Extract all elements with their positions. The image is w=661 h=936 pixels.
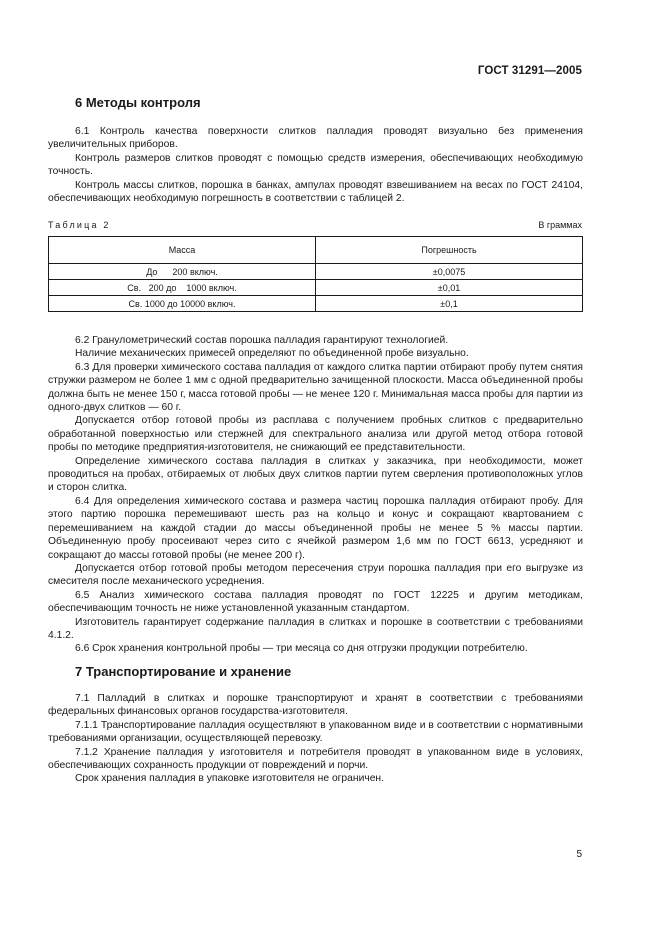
table-header-row [49, 237, 583, 264]
mass-cell: До 200 включ. [49, 264, 316, 280]
paragraph: 6.3 Для проверки химического состава палладия от каждого слитка партии отбирают пробу путем снятия стружки размером не более 1 мм с одной предварительно зачищенной плоскости. Масса объединенной пробы должна быть не менее 150 г, масса готовой пробы — не менее 120 г. Минимальная масса пробы для партии из одного-двух слитков — 60 г. [48, 361, 583, 414]
section-7-body [48, 692, 583, 786]
paragraph: 6.2 Гранулометрический состав порошка палладия гарантируют технологией. [75, 335, 449, 346]
document-code: ГОСТ 31291—2005 [477, 65, 582, 77]
page-number: 5 [576, 849, 582, 860]
paragraph: Допускается отбор готовой пробы методом пересечения струи порошка палладия при его выгрузке из смесителя после механического усреднения. [48, 562, 583, 588]
table-unit: В граммах [538, 220, 582, 230]
paragraph: Наличие механических примесей определяют по объединенной пробе визуально. [75, 348, 469, 360]
error-cell: ±0,1 [316, 296, 583, 312]
paragraph: Изготовитель гарантирует содержание палладия в слитках и порошке в соответствии с требованиями 4.1.2. [48, 616, 583, 641]
section-7-title: 7 Транспортирование и хранение [75, 664, 292, 679]
section-6-body [48, 334, 583, 656]
paragraph: Контроль массы слитков, порошка в банках, ампулах проводят взвешиванием на весах по ГОСТ 24104, обеспечивающих необходимую погрешность в соответствии с таблицей 2. [48, 179, 583, 205]
paragraph: 7.1.2 Хранение палладия у изготовителя и потребителя проводят в упакованном виде в условиях, обеспечивающих сохранность продукции от повреждений и порчи. [48, 746, 583, 772]
table-caption: Таблица 2 [48, 220, 111, 230]
paragraph: 6.6 Срок хранения контрольной пробы — три месяца со дня отгрузки продукции потребителю. [75, 643, 528, 655]
paragraph: 7.1 Палладий в слитках и порошке транспортируют и хранят в соответствии с требованиями федеральных финансовых органов государства-изготовителя. [48, 693, 583, 718]
paragraph: Допускается отбор готовой пробы из расплава с получением пробных слитков с предварительно обработанной поверхностью или стержней для спектрального анализа или другой метод отбора готовой пробы по методике предприятия-изготовителя, не снижающий ее представительности. [48, 415, 583, 454]
column-header-error: Погрешность [316, 237, 583, 264]
paragraph: 6.1 Контроль качества поверхности слитков палладия проводят визуально без применения увеличительных приборов. [48, 126, 583, 151]
paragraph: 6.4 Для определения химического состава и размера частиц порошка палладия отбирают пробу. Для этого партию порошка перемешивают шесть раз на кольцо и конус и сокращают квартованием с перемешиванием на каждой стадии до массы объединенной пробы не менее 5 % массы партии. Объединенную пробу просеивают через сито с ячейкой размером 1,6 мм по ГОСТ 6613, усредняют и сокращают до массы готовой пробы (не менее 200 г). [48, 495, 583, 561]
mass-cell: Св. 1000 до 10000 включ. [49, 296, 316, 312]
paragraph: 7.1.1 Транспортирование палладия осуществляют в упакованном виде и в соответствии с нормативными требованиями организации, осуществляющей перевозку. [48, 719, 583, 745]
section-6-title: 6 Методы контроля [75, 95, 201, 110]
error-cell: ±0,01 [316, 280, 583, 296]
table-row [49, 296, 583, 312]
paragraph: 6.5 Анализ химического состава палладия проводят по ГОСТ 12225 и другим методикам, обеспечивающим точность не ниже установленной указанным стандартом. [48, 589, 583, 615]
paragraph: Определение химического состава палладия в слитках у заказчика, при необходимости, может проводиться на пробах, отбираемых от любых двух слитков партии путем сверления противоположных углов и сторон слитка. [48, 455, 583, 494]
column-header-mass: Масса [49, 237, 316, 264]
paragraph: Контроль размеров слитков проводят с помощью средств измерения, обеспечивающих необходимую точность. [48, 152, 583, 178]
mass-cell: Св. 200 до 1000 включ. [49, 280, 316, 296]
section-6-intro [48, 125, 583, 205]
mass-error-table [48, 236, 583, 312]
error-cell: ±0,0075 [316, 264, 583, 280]
table-row [49, 280, 583, 296]
paragraph: Срок хранения палладия в упаковке изготовителя не ограничен. [75, 773, 384, 785]
table-row [49, 264, 583, 280]
